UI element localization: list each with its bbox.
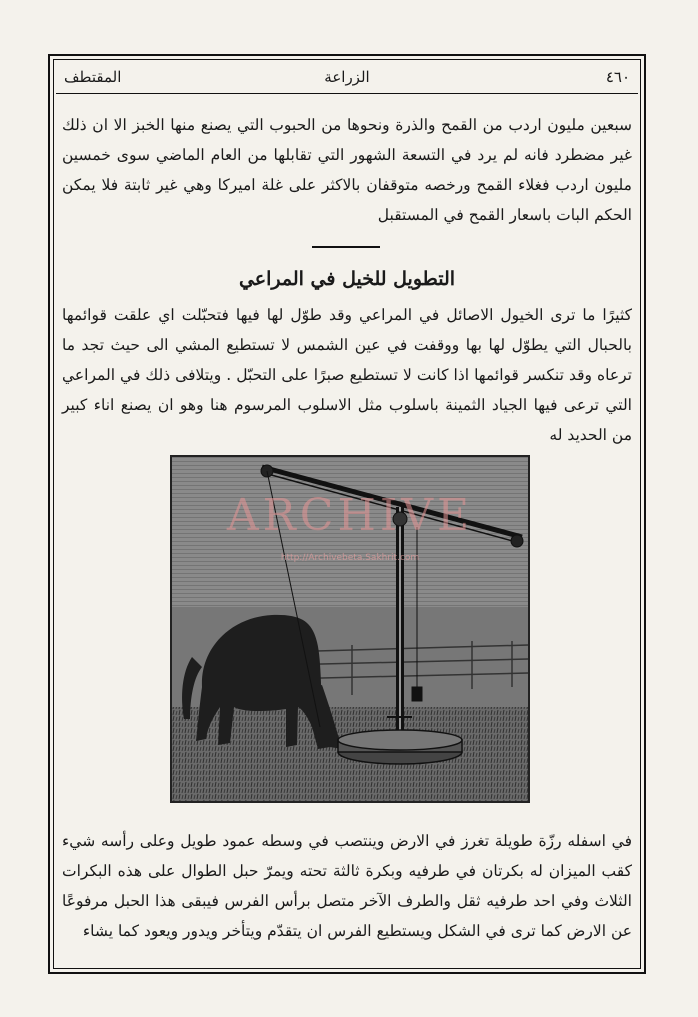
header-rule	[56, 93, 638, 94]
paragraph-previous-article: سبعين مليون اردب من القمح والذرة ونحوها من الحبوب التي يصنع منها الخبز الا ان ذلك غير مضطرد فانه لم يرد في التسعة الشهور التي تقابلها من العام الماضي سوى خمسين مليون اردب فغلاء القمح ورخصه متوقفان بالاكثر على غلة اميركا وهي غير ثابتة فلا يمكن الحكم البات باسعار القمح في المستقبل	[62, 116, 632, 224]
iron-base	[338, 730, 462, 764]
journal-name: المقتطف	[64, 68, 122, 86]
running-header	[62, 64, 632, 94]
archive-watermark-url: http://Archivebeta.Sakhrit.com	[280, 553, 420, 563]
paragraph-description: في اسفله رزّة طويلة تغرز في الارض وينتصب في وسطه عمود طويل وعلى رأسه شيء كقب الميزان له بكرتان في طرفيه وبكرة ثالثة تحته ويمرّ حبل الطوال على هذه البكرات الثلاث وفي احد طرفيه ثقل والطرف الآخر متصل برأس الفرس فيبقى هذا الحبل مرفوعًا عن الارض كما ترى في الشكل ويستطيع الفرس ان يتقدّم ويتأخر ويدور ويعود كما يشاء	[62, 832, 632, 940]
paragraph-intro: كثيرًا ما ترى الخيول الاصائل في المراعي وقد طوّل لها فيها فتحبّلت اي علقت قوائمها بالحبال التي يطوّل لها بها ووقفت في عين الشمس لا تستطيع المشي الى حيث تجد ما ترعاه وقد تنكسر قوائمها اذا كانت لا تستطيع صبرًا على التحبّل . ويتلافى ذلك في المراعي التي ترعى فيها الجياد الثمينة باسلوب مثل الاسلوب المرسوم هنا وهو ان يصنع اناء كبير من الحديد له	[62, 306, 632, 444]
page-number: ٤٦٠	[605, 68, 630, 86]
section-separator	[312, 246, 380, 248]
section-title: الزراعة	[324, 68, 370, 86]
engraving-figure	[170, 455, 530, 803]
horse-tether-illustration	[172, 457, 528, 801]
article-title: التطويل للخيل في المراعي	[238, 268, 456, 290]
archive-watermark: ARCHIVE	[226, 490, 474, 541]
